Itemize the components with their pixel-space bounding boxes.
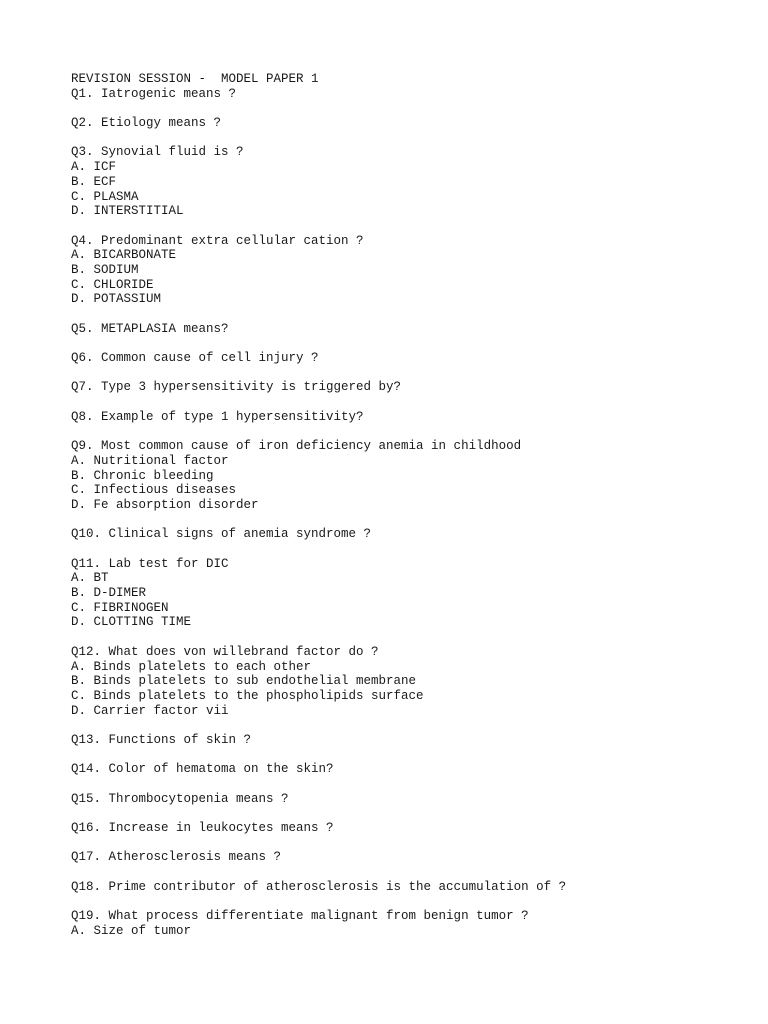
- answer-option: A. BICARBONATE: [71, 248, 177, 263]
- question-list: [71, 87, 751, 939]
- answer-option: A. Binds platelets to each other: [71, 659, 312, 674]
- question-block: [71, 439, 751, 512]
- question-text: Q14. Color of hematoma on the skin?: [71, 762, 334, 777]
- question-block: [71, 380, 751, 395]
- answer-option: C. Binds platelets to the phospholipids surface: [71, 688, 424, 703]
- question-text: Q3. Synovial fluid is ?: [71, 145, 244, 160]
- question-block: [71, 351, 751, 366]
- question-block: [71, 87, 751, 102]
- question-block: [71, 234, 751, 307]
- answer-option: C. PLASMA: [71, 189, 139, 204]
- answer-option: D. INTERSTITIAL: [71, 204, 184, 219]
- question-text: Q13. Functions of skin ?: [71, 732, 252, 747]
- answer-option: B. Binds platelets to sub endothelial membrane: [71, 674, 417, 689]
- answer-option: A. ICF: [71, 160, 117, 175]
- answer-option: A. Size of tumor: [71, 923, 192, 938]
- question-block: [71, 145, 751, 218]
- question-text: Q12. What does von willebrand factor do ?: [71, 644, 379, 659]
- question-text: Q19. What process differentiate malignant from benign tumor ?: [71, 909, 529, 924]
- answer-option: A. Nutritional factor: [71, 453, 229, 468]
- question-text: Q4. Predominant extra cellular cation ?: [71, 233, 364, 248]
- question-text: Q18. Prime contributor of atherosclerosis is the accumulation of ?: [71, 879, 567, 894]
- answer-option: B. Chronic bleeding: [71, 468, 214, 483]
- question-text: Q5. METAPLASIA means?: [71, 321, 229, 336]
- question-block: [71, 116, 751, 131]
- question-block: [71, 322, 751, 337]
- question-text: Q11. Lab test for DIC: [71, 556, 229, 571]
- question-block: [71, 733, 751, 748]
- answer-option: C. FIBRINOGEN: [71, 600, 169, 615]
- question-block: [71, 762, 751, 777]
- answer-option: D. Carrier factor vii: [71, 703, 229, 718]
- question-block: [71, 645, 751, 718]
- answer-option: C. CHLORIDE: [71, 277, 154, 292]
- question-text: Q1. Iatrogenic means ?: [71, 86, 237, 101]
- question-text: Q9. Most common cause of iron deficiency anemia in childhood: [71, 439, 522, 454]
- document-body: [71, 72, 751, 953]
- question-text: Q10. Clinical signs of anemia syndrome ?: [71, 527, 372, 542]
- question-block: [71, 410, 751, 425]
- question-text: Q17. Atherosclerosis means ?: [71, 850, 282, 865]
- question-block: [71, 850, 751, 865]
- answer-option: D. CLOTTING TIME: [71, 615, 192, 630]
- question-text: Q2. Etiology means ?: [71, 116, 222, 131]
- question-text: Q8. Example of type 1 hypersensitivity?: [71, 409, 364, 424]
- answer-option: B. D-DIMER: [71, 586, 147, 601]
- question-block: [71, 909, 751, 938]
- question-block: [71, 527, 751, 542]
- answer-option: D. Fe absorption disorder: [71, 497, 259, 512]
- document-title: REVISION SESSION - MODEL PAPER 1: [71, 72, 319, 86]
- question-block: [71, 792, 751, 807]
- question-text: Q16. Increase in leukocytes means ?: [71, 821, 334, 836]
- question-block: [71, 557, 751, 630]
- question-block: [71, 880, 751, 895]
- answer-option: A. BT: [71, 571, 109, 586]
- answer-option: B. ECF: [71, 174, 117, 189]
- question-text: Q6. Common cause of cell injury ?: [71, 351, 319, 366]
- question-text: Q7. Type 3 hypersensitivity is triggered by?: [71, 380, 402, 395]
- answer-option: C. Infectious diseases: [71, 483, 237, 498]
- question-block: [71, 821, 751, 836]
- answer-option: B. SODIUM: [71, 262, 139, 277]
- answer-option: D. POTASSIUM: [71, 292, 162, 307]
- question-text: Q15. Thrombocytopenia means ?: [71, 791, 289, 806]
